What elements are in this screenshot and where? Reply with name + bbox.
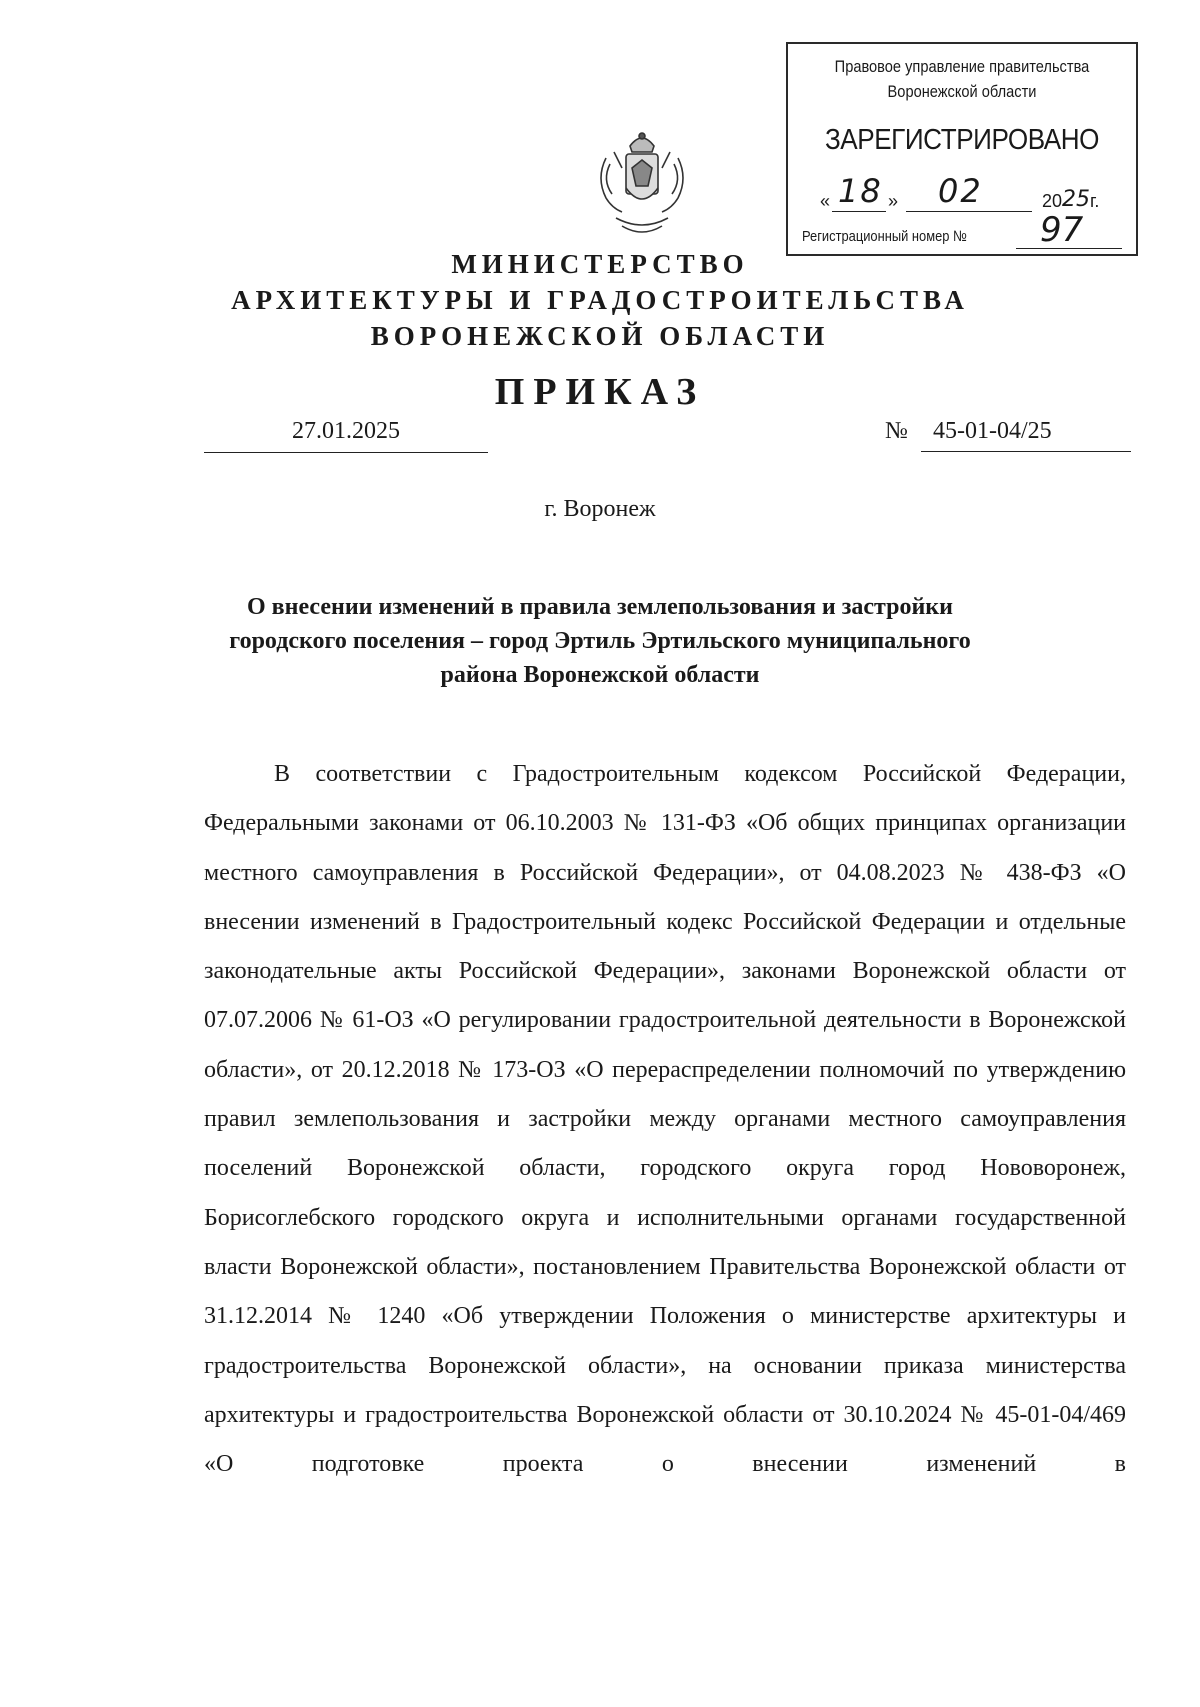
coat-of-arms-icon	[592, 128, 692, 248]
document-city: г. Воронеж	[544, 496, 656, 522]
stamp-date-year-tail: г.	[1090, 191, 1100, 211]
document-type: ПРИКАЗ	[494, 371, 706, 413]
stamp-reg-number-label: Регистрационный номер №	[802, 228, 967, 245]
stamp-date-month: 02	[938, 172, 983, 210]
document-title-line1: О внесении изменений в правила землепользования и застройки	[247, 594, 953, 620]
stamp-date-year-suffix: 25	[1062, 187, 1090, 212]
ministry-name-line1: МИНИСТЕРСТВО	[451, 249, 749, 279]
stamp-organization	[812, 54, 1111, 104]
body-paragraph: В соответствии с Градостроительным кодексом Российской Федерации, Федеральными законами от 06.10.2003 № 131-ФЗ «Об общих принципах организации местного самоуправления в Российской Федерации», от 04.08.2023 № 438-ФЗ «О внесении изменений в Градостроительный кодекс Российской Федерации и отдельные законодательные акты Российской Федерации», законами Воронежской области от 07.07.2006 № 61-ОЗ «О регулировании градостроительной деятельности в Воронежской области», от 20.12.2018 № 173-ОЗ «О перераспределении полномочий по утверждению правил землепользования и застройки между органами местного самоуправления поселений Воронежской области, городского округа город Нововоронеж, Борисоглебского городского округа и исполнительными органами государственной власти Воронежской области», постановлением Правительства Воронежской области от 31.12.2014 № 1240 «Об утверждении Положения о министерстве архитектуры и градостроительства Воронежской области», на основании приказа министерства архитектуры и градостроительства Воронежской области от 30.10.2024 № 45-01-04/469 «О подготовке проекта о внесении изменений в	[204, 761, 1126, 1478]
document-number: 45-01-04/25	[921, 418, 1131, 452]
stamp-date-year-prefix: 20	[1042, 191, 1063, 211]
stamp-date-close-quote: »	[888, 191, 899, 211]
document-number-label: №	[885, 418, 908, 444]
stamp-reg-number: 97	[1040, 210, 1084, 250]
ministry-name-line3: ВОРОНЕЖСКОЙ ОБЛАСТИ	[370, 321, 830, 351]
stamp-date-day-line	[832, 211, 886, 212]
registration-stamp	[786, 42, 1138, 256]
document-body	[204, 750, 1126, 1489]
stamp-status: ЗАРЕГИСТРИРОВАНО	[824, 124, 1100, 156]
stamp-date-month-line	[906, 211, 1032, 212]
document-title-line3: района Воронежской области	[440, 662, 760, 688]
document-title	[0, 590, 1200, 692]
document-date: 27.01.2025	[204, 418, 488, 453]
stamp-org-line1: Правовое управление правительства	[834, 57, 1090, 76]
ministry-name-line2: АРХИТЕКТУРЫ И ГРАДОСТРОИТЕЛЬСТВА	[231, 285, 969, 315]
stamp-org-line2: Воронежской области	[887, 82, 1037, 101]
stamp-date-day: 18	[838, 172, 883, 210]
document-title-line2: городского поселения – город Эртиль Эртильского муниципального	[229, 628, 971, 654]
stamp-date-open-quote: «	[820, 191, 831, 211]
